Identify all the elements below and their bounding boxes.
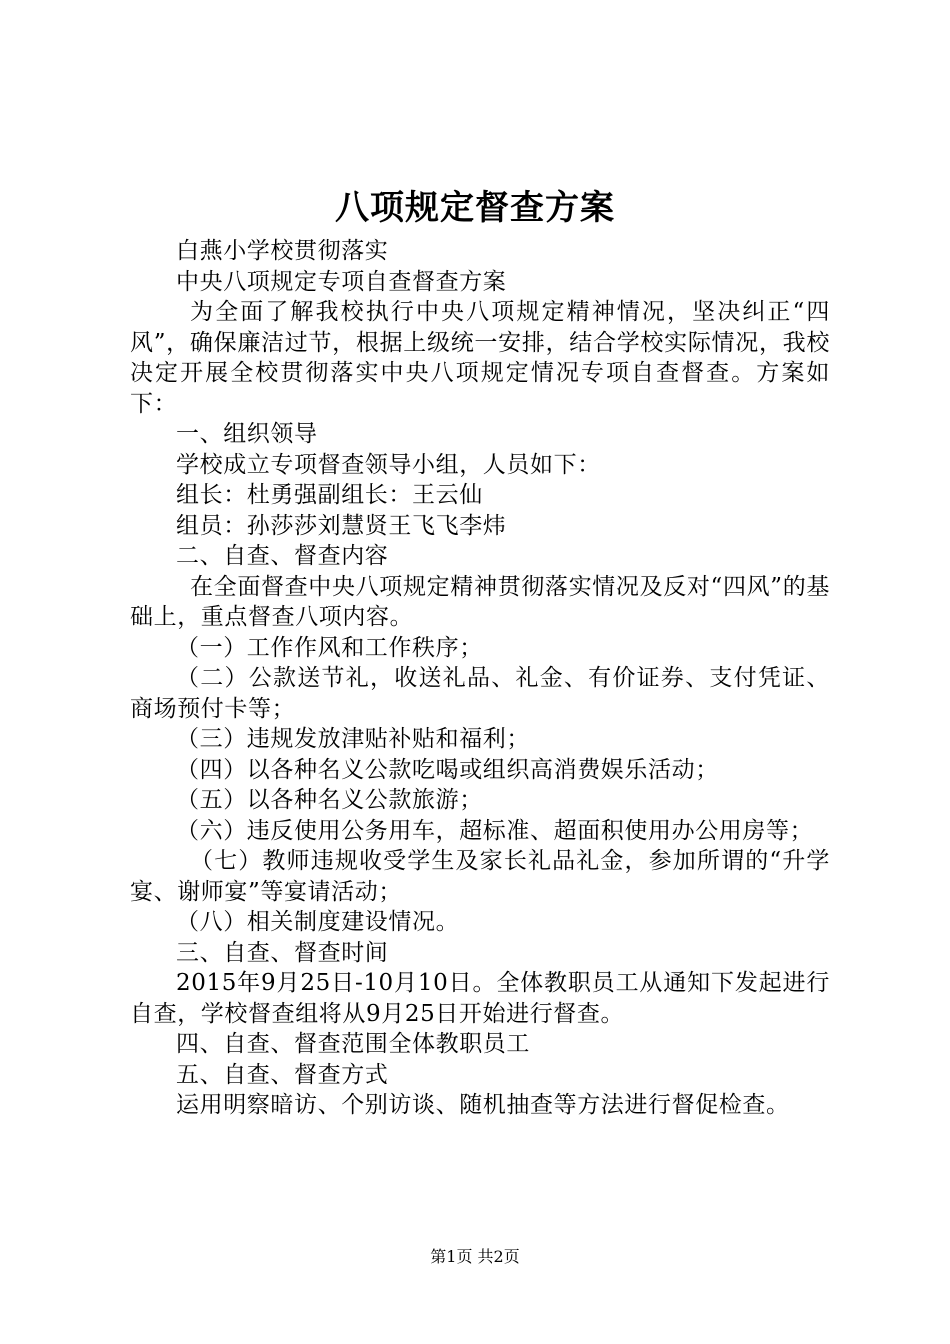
document-body: [130, 236, 830, 1121]
list-item-1: （一）工作作风和工作秩序；: [176, 634, 483, 661]
paragraph-intro: 为全面了解我校执行中央八项规定精神情况，坚决纠正“四风”，确保廉洁过节，根据上级统一安排，结合学校实际情况，我校决定开展全校贯彻落实中央八项规定情况专项自查督查。方案如下：: [130, 299, 830, 417]
list-item-3: （三）违规发放津贴补贴和福利；: [176, 726, 530, 752]
paragraph-leaders: 组长：杜勇强副组长：王云仙: [176, 482, 483, 508]
paragraph-subtitle: 中央八项规定专项自查督查方案: [176, 268, 507, 295]
list-item-7: （七）教师违规收受学生及家长礼品礼金，参加所谓的“升学宴、谢师宴”等宴请活动；: [130, 848, 830, 905]
list-item-6: （六）违反使用公务用车，超标准、超面积使用办公用房等；: [176, 817, 814, 844]
section-heading-4: 四、自查、督查范围全体教职员工: [176, 1031, 530, 1057]
section-heading-2: 二、自查、督查内容: [176, 543, 389, 569]
paragraph-content: 在全面督查中央八项规定精神贯彻落实情况及反对“四风”的基础上，重点督查八项内容。: [130, 573, 830, 630]
list-item-5: （五）以各种名义公款旅游；: [176, 787, 483, 813]
list-item-4: （四）以各种名义公款吃喝或组织高消费娱乐活动；: [176, 756, 719, 783]
paragraph-school: 白燕小学校贯彻落实: [176, 238, 389, 264]
paragraph-members: 组员：孙莎莎刘慧贤王飞飞李炜: [176, 512, 507, 539]
section-heading-3: 三、自查、督查时间: [176, 939, 389, 966]
paragraph-method: 运用明察暗访、个别访谈、随机抽查等方法进行督促检查。: [176, 1092, 790, 1118]
list-item-2: （二）公款送节礼，收送礼品、礼金、有价证券、支付凭证、商场预付卡等；: [130, 665, 830, 722]
section-heading-1: 一、组织领导: [176, 421, 318, 447]
paragraph-group: 学校成立专项督查领导小组，人员如下：: [176, 451, 601, 478]
page-footer: 第1页 共2页: [430, 1247, 520, 1266]
section-heading-5: 五、自查、督查方式: [176, 1061, 389, 1088]
list-item-8: （八）相关制度建设情况。: [176, 909, 460, 935]
paragraph-time: 2015年9月25日-10月10日。全体教职员工从通知下发起进行自查，学校督查组将从9月25日开始进行督查。: [130, 970, 830, 1027]
document-title: 八项规定督查方案: [335, 188, 615, 228]
